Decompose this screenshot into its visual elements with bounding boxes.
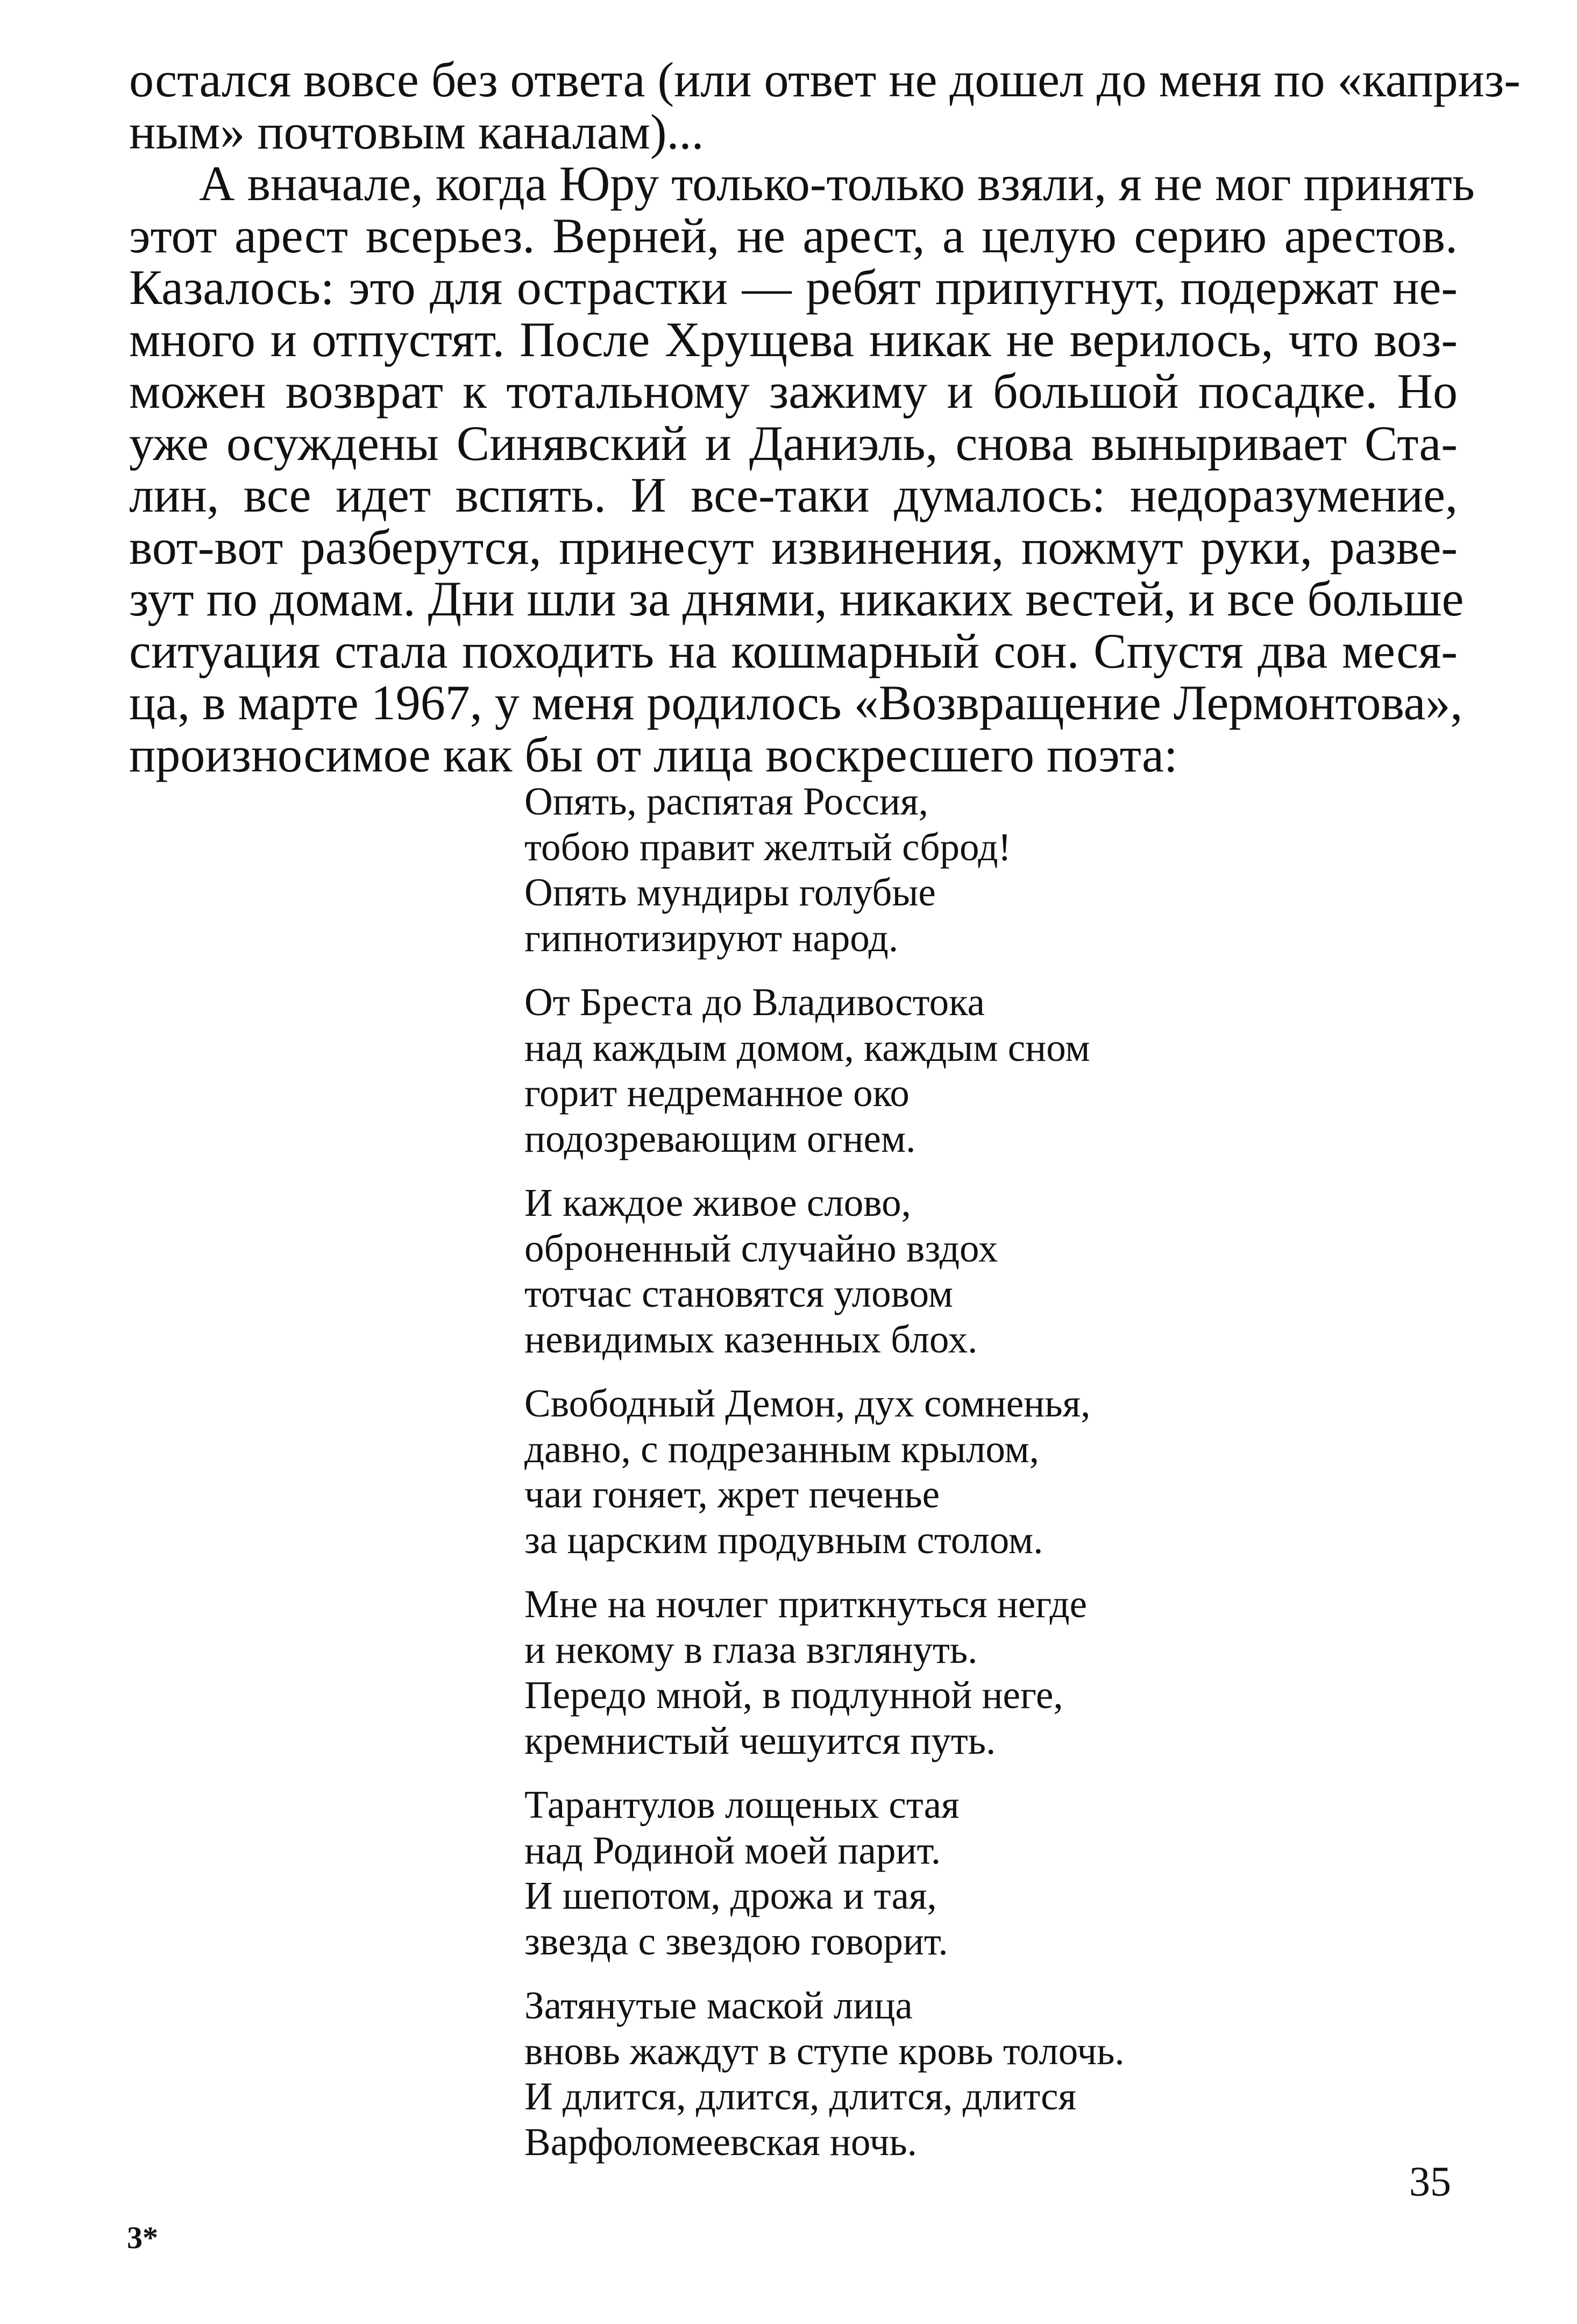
prose-line: ситуация стала походить на кошмарный сон. Спустя два меся- [129,623,1458,678]
poem-line: тобою правит желтый сброд! [524,825,1011,869]
poem-line: Опять, распятая Россия, [524,780,928,823]
poem-line: звезда с звездою говорит. [524,1919,948,1963]
poem-line: Варфоломеевская ночь. [524,2120,917,2164]
poem-line: Тарантулов лощеных стая [524,1783,960,1826]
poem-line: над каждым домом, каждым сном [524,1025,1090,1069]
prose-line: много и отпустят. После Хрущева никак не верилось, что воз- [129,311,1458,367]
poem-line: От Бреста до Владивостока [524,980,985,1024]
prose-line: вот-вот разберутся, принесут извинения, пожмут руки, разве- [129,519,1458,575]
prose-line: ца, в марте 1967, у меня родилось «Возвращение Лермонтова», [129,675,1463,730]
prose-line: зут по домам. Дни шли за днями, никаких вестей, и все больше [129,571,1464,626]
prose-line: этот арест всерьез. Верней, не арест, а целую серию арестов. [129,208,1458,263]
poem-stanza [524,1381,1224,1563]
poem [524,779,1224,2184]
poem-line: гипнотизируют народ. [524,916,899,960]
prose-body [129,52,1521,782]
prose-line: остался вовсе без ответа (или ответ не дошел до меня по «каприз- [129,52,1521,107]
poem-line: над Родиной моей парит. [524,1828,941,1872]
prose-line: Казалось: это для острастки — ребят припугнут, подержат не- [129,260,1458,315]
poem-line: Свободный Демон, дух сомненья, [524,1381,1091,1425]
poem-line: тотчас становятся уловом [524,1272,953,1315]
prose-line: А вначале, когда Юру только-только взяли, я не мог принять [199,156,1475,211]
poem-line: оброненный случайно вздох [524,1226,998,1270]
poem-line: давно, с подрезанным крылом, [524,1427,1039,1471]
poem-line: и некому в глаза взглянуть. [524,1627,978,1671]
poem-line: горит недреманное око [524,1071,910,1115]
poem-line: Мне на ночлег приткнуться негде [524,1582,1088,1626]
poem-line: чаи гоняет, жрет печенье [524,1472,940,1516]
poem-line: невидимых казенных блох. [524,1317,978,1361]
page-number: 35 [1409,2158,1451,2205]
poem-line: подозревающим огнем. [524,1116,916,1160]
poem-line: И каждое живое слово, [524,1181,911,1224]
poem-stanza [524,980,1224,1161]
poem-line: И шепотом, дрожа и тая, [524,1874,937,1917]
poem-line: И длится, длится, длится, длится [524,2074,1077,2118]
poem-line: Опять мундиры голубые [524,870,936,914]
poem-stanza [524,1782,1224,1964]
poem-stanza [524,1983,1224,2165]
prose-line: можен возврат к тотальному зажиму и большой посадке. Но [129,364,1458,419]
poem-stanza [524,779,1224,961]
poem-stanza [524,1180,1224,1362]
prose-line: ным» почтовым каналам)... [129,104,704,159]
poem-line: кремнистый чешуится путь. [524,1718,996,1762]
poem-line: Передо мной, в подлунной неге, [524,1673,1063,1717]
prose-line: лин, все идет вспять. И все-таки думалось: недоразумение, [129,467,1458,522]
prose-line: уже осуждены Синявский и Даниэль, снова выныривает Ста- [129,415,1458,471]
poem-stanza [524,1582,1224,1763]
prose-line: произносимое как бы от лица воскресшего поэта: [129,727,1178,782]
poem-line: за царским продувным столом. [524,1518,1043,1562]
poem-line: Затянутые маской лица [524,1983,913,2027]
poem-line: вновь жаждут в ступе кровь толочь. [524,2029,1125,2073]
signature-mark: 3* [127,2220,158,2255]
